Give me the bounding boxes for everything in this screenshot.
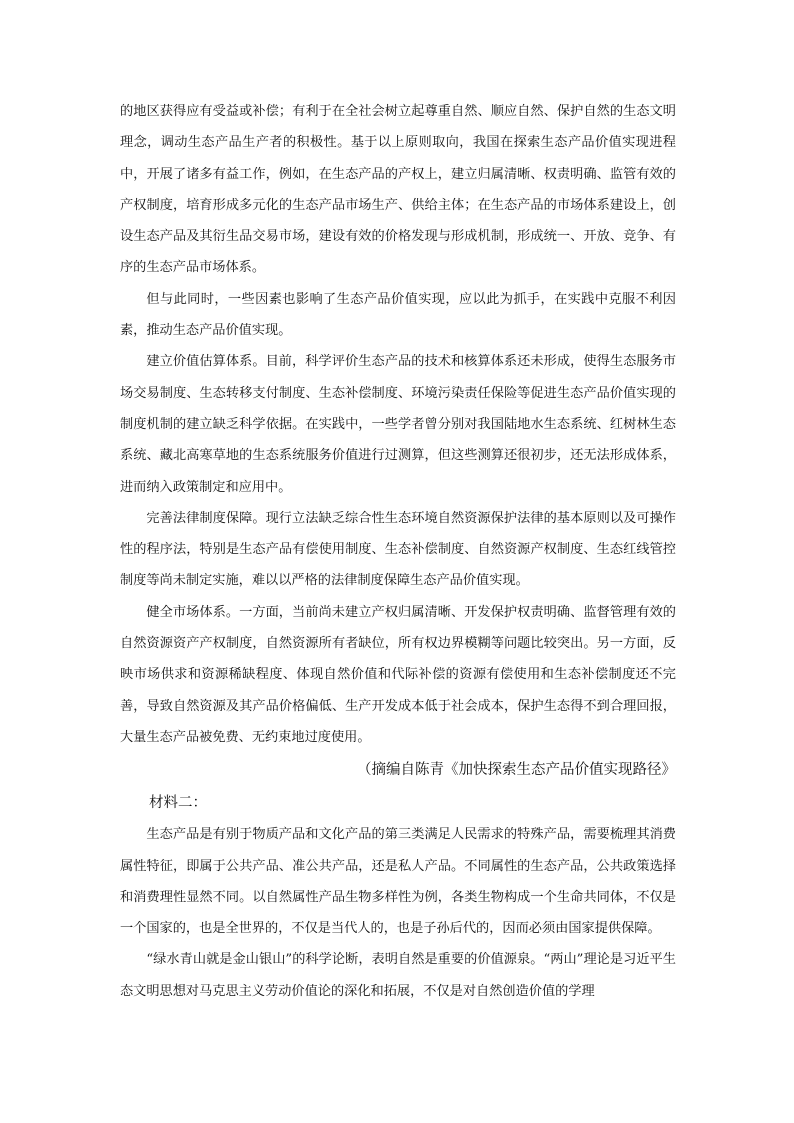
paragraph-value-estimation: 建立价值估算体系。目前，科学评价生态产品的技术和核算体系还未形成，使得生态服务市场交易制度、生态转移支付制度、生态补偿制度、环境污染责任保险等促进生态产品价值实现的制度机制的建立缺乏科学依据。在实践中，一些学者曾分别对我国陆地水生态系统、红树林生态系统、藏北高寒草地的生态系统服务价值进行过测算，但这些测算还很初步，还无法形成体系，进而纳入政策制定和应用中。	[120, 354, 676, 495]
paragraph-obstacles-intro: 但与此同时，一些因素也影响了生态产品价值实现，应以此为抓手，在实践中克服不利因素，推动生态产品价值实现。	[120, 291, 676, 339]
paragraph-continuation: 的地区获得应有受益或补偿；有利于在全社会树立起尊重自然、顺应自然、保护自然的生态文明理念，调动生态产品生产者的积极性。基于以上原则取向，我国在探索生态产品价值实现进程中，开展了诸多有益工作，例如，在生态产品的产权上，建立归属清晰、权责明确、监管有效的产权制度，培育形成多元化的生态产品市场生产、供给主体；在生态产品的市场体系建设上，创设生态产品及其衍生品交易市场，建设有效的价格发现与形成机制，形成统一、开放、竞争、有序的生态产品市场体系。	[120, 104, 676, 276]
paragraph-product-attributes: 生态产品是有别于物质产品和文化产品的第三类满足人民需求的特殊产品，需要梳理其消费属性特征，即属于公共产品、准公共产品，还是私人产品。不同属性的生态产品，公共政策选择和消费理性显然不同。以自然属性产品生物多样性为例，各类生物构成一个生命共同体，不仅是一个国家的，也是全世界的，不仅是当代人的，也是子孙后代的，因而必须由国家提供保障。	[120, 827, 676, 937]
paragraph-legal-system: 完善法律制度保障。现行立法缺乏综合性生态环境自然资源保护法律的基本原则以及可操作性的程序法，特别是生态产品有偿使用制度、生态补偿制度、自然资源产权制度、生态红线管控制度等尚未制定实施，难以以严格的法律制度保障生态产品价值实现。	[120, 510, 676, 589]
paragraph-two-mountains: “绿水青山就是金山银山”的科学论断，表明自然是重要的价值源泉。“两山”理论是习近平生态文明思想对马克思主义劳动价值论的深化和拓展，不仅是对自然创造价值的学理	[120, 952, 676, 999]
source-citation: （摘编自陈青《加快探索生态产品价值实现路径》	[357, 762, 676, 779]
material-two-heading: 材料二：	[149, 795, 207, 812]
document-page	[120, 96, 676, 1007]
paragraph-market-system: 健全市场体系。一方面，当前尚未建立产权归属清晰、开发保护权责明确、监督管理有效的自然资源资产产权制度，自然资源所有者缺位，所有权边界模糊等问题比较突出。另一方面，反映市场供求和资源稀缺程度、体现自然价值和代际补偿的资源有偿使用和生态补偿制度还不完善，导致自然资源及其产品价格偏低、生产开发成本低于社会成本，保护生态得不到合理回报，大量生态产品被免费、无约束地过度使用。	[120, 604, 676, 745]
